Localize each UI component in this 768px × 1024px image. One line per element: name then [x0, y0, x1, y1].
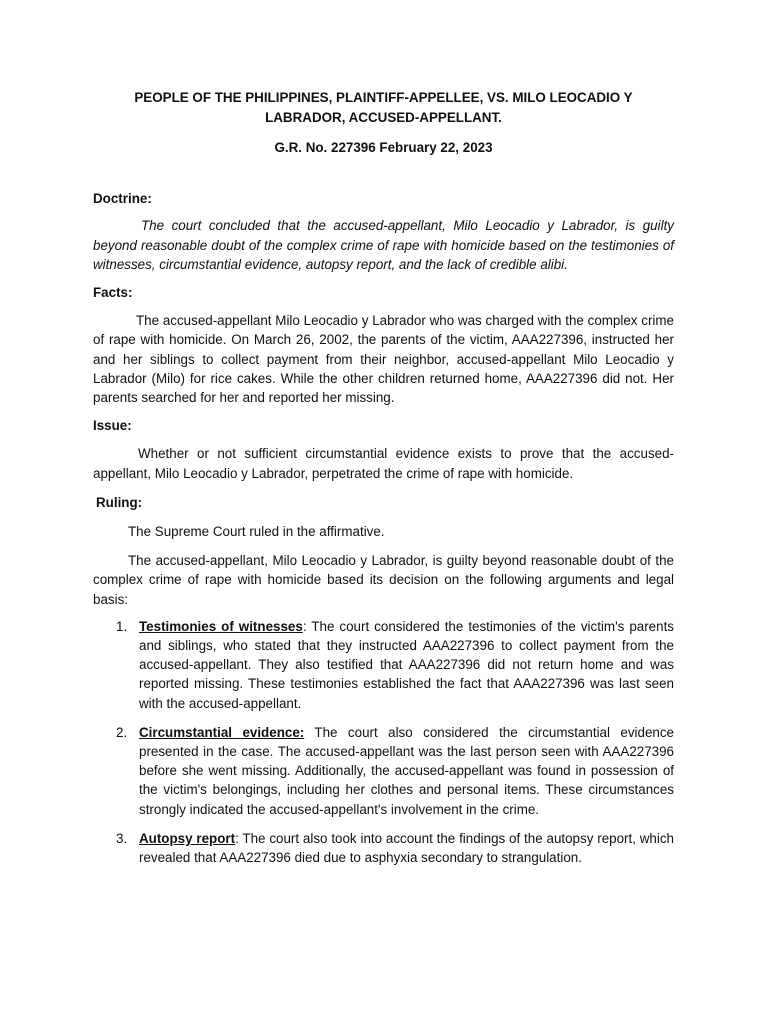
list-item: 3. Autopsy report: The court also took into account the findings of the autopsy report, which revealed that AAA227396 died due to asphyxia secondary to strangulation.	[116, 830, 674, 866]
list-item-number: 1.	[116, 618, 128, 634]
facts-text: The accused-appellant Milo Leocadio y Labrador who was charged with the complex crime of rape with homicide. On March 26, 2002, the parents of the victim, AAA227396, instructed her and her siblings to collect payment from their neighbor, accused-appellant Milo Leocadio y Labrador (Milo) for rice cakes. While the other children returned home, AAA227396 did not. Her parents searched for her and reported her missing.	[93, 313, 674, 406]
list-item	[93, 723, 674, 819]
issue-text: Whether or not sufficient circumstantial evidence exists to prove that the accused-appellant, Milo Leocadio y Labrador, perpetrated the crime of rape with homicide.	[93, 446, 674, 481]
case-gr-number: G.R. No. 227396 February 22, 2023	[274, 140, 493, 155]
doctrine-heading: Doctrine:	[93, 191, 152, 207]
ruling-arguments-list	[93, 617, 674, 867]
list-item: 1. Testimonies of witnesses: The court considered the testimonies of the victim's parents and siblings, who stated that they instructed AAA227396 to collect payment from the accused-appellant. They also testified that AAA227396 did not return home and was reported missing. These testimonies established the fact that AAA227396 was last seen with the accused-appellant.	[116, 618, 674, 711]
facts-heading: Facts:	[93, 285, 133, 301]
list-item-number: 3.	[116, 830, 128, 846]
case-title: PEOPLE OF THE PHILIPPINES, PLAINTIFF-APPELLEE, VS. MILO LEOCADIO Y LABRADOR, ACCUSED-APPELLANT.	[134, 90, 633, 125]
issue-heading: Issue:	[93, 418, 132, 434]
document-page	[93, 88, 674, 867]
ruling-affirmative: The Supreme Court ruled in the affirmative.	[128, 524, 385, 540]
list-item-number: 2.	[116, 724, 128, 740]
list-item-label: Autopsy report	[139, 830, 236, 846]
list-item-text: The court also took into account the findings of the autopsy report, which revealed that AAA227396 died due to asphyxia secondary to strangulation.	[139, 830, 674, 866]
list-item-text: The court considered the testimonies of the victim's parents and siblings, who stated that they instructed AAA227396 to collect payment from the accused-appellant. They also testified that AAA227396 did not return home and was reported missing. These testimonies established the fact that AAA227396 was last seen with the accused-appellant.	[139, 618, 674, 711]
ruling-heading: Ruling:	[96, 494, 143, 510]
list-item-label: Testimonies of witnesses	[139, 618, 303, 634]
list-item-text: The court also considered the circumstantial evidence presented in the case. The accused-appellant was the last person seen with AAA227396 before she went missing. Additionally, the accused-appellant was found in possession of the victim's belongings, including her clothes and personal items. These circumstances strongly indicated the accused-appellant's involvement in the crime.	[139, 724, 674, 817]
list-item-label: Circumstantial evidence:	[139, 724, 305, 740]
doctrine-text: The court concluded that the accused-appellant, Milo Leocadio y Labrador, is guilty beyond reasonable doubt of the complex crime of rape with homicide based on the testimonies of witnesses, circumstantial evidence, autopsy report, and the lack of credible alibi.	[93, 218, 674, 272]
ruling-basis: The accused-appellant, Milo Leocadio y Labrador, is guilty beyond reasonable doubt of the complex crime of rape with homicide based its decision on the following arguments and legal basis:	[93, 553, 674, 607]
